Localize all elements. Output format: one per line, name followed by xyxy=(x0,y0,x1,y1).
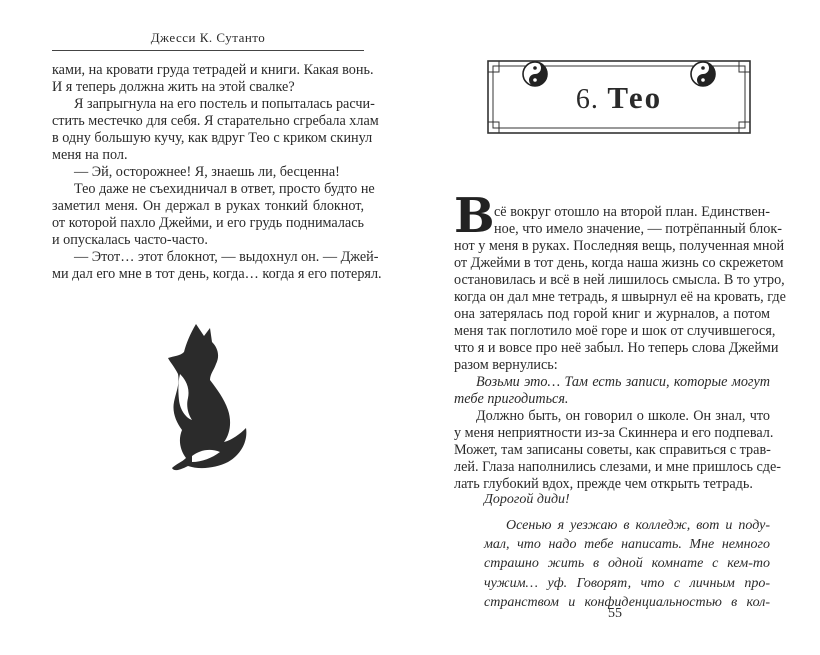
drop-cap: В xyxy=(454,188,495,244)
letter-body xyxy=(484,516,770,612)
text-line: что я и вовсе про неё забыл. Но теперь слова Джейми xyxy=(454,340,779,356)
left-page-text xyxy=(52,62,382,283)
text-line: остановилась и всё в ней лишилось смысла. В то утро, xyxy=(454,272,785,288)
text-line: у меня неприятности из-за Скиннера и его подпевал. xyxy=(454,425,774,441)
letter-line: чужим… уф. Говорят, что с личным про- xyxy=(484,575,770,591)
chapter-number: 6. xyxy=(575,84,599,115)
letter-line: странством и конфиденциальностью в кол- xyxy=(484,594,770,610)
text-line: стить местечко для себя. Я старательно сгребала хлам xyxy=(52,113,379,129)
text-line: лать глубокий вдох, прежде чем открыть тетрадь. xyxy=(454,476,753,492)
running-head: Джесси К. Сутанто xyxy=(150,30,266,45)
text-line: Должно быть, он говорил о школе. Он знал, что xyxy=(476,408,770,424)
text-line: в одну большую кучу, как вдруг Тео с криком скинул xyxy=(52,130,373,146)
text-line: Я запрыгнула на его постель и попыталась расчи- xyxy=(74,96,375,112)
text-line: лей. Глаза наполнились слезами, и мне пришлось сде- xyxy=(454,459,782,475)
page-number: 55 xyxy=(608,606,622,621)
text-line: Может, там записаны советы, как справиться с трав- xyxy=(454,442,771,458)
text-line: и опускалась часто-часто. xyxy=(52,232,208,248)
text-line: от которой пахло Джейми, и его грудь поднималась xyxy=(52,215,364,231)
letter-line: Осенью я уезжаю в колледж, вот и поду- xyxy=(506,518,770,533)
text-line: Тео даже не съехидничал в ответ, просто будто не xyxy=(74,181,375,197)
letter-greeting: Дорогой диди! xyxy=(484,492,570,507)
letter-line: мал, что надо тебе написать. Мне немного xyxy=(484,537,770,553)
quote-line: тебе пригодиться. xyxy=(454,391,569,407)
text-line: когда он дал мне тетрадь, я швырнул её на кровать, где xyxy=(454,289,786,305)
text-line: от Джейми в тот день, когда наша жизнь со скрежетом xyxy=(454,255,784,271)
text-line: она затерялась под горой книг и журналов, а потом xyxy=(454,306,770,322)
text-line: — Этот… этот блокнот, — выдохнул он. — Джей- xyxy=(74,249,379,265)
text-line: — Эй, осторожнее! Я, знаешь ли, бесценна! xyxy=(74,164,340,180)
text-line: нот у меня в руках. Последняя вещь, полученная мной xyxy=(454,238,785,254)
chapter-name: Тео xyxy=(607,80,663,115)
text-line: разом вернулись: xyxy=(454,357,558,373)
text-line: И я теперь должна жить на этой свалке? xyxy=(52,79,295,95)
text-line: ми дал его мне в тот день, когда… когда я его потерял. xyxy=(52,266,382,282)
text-line: ками, на кровати груда тетрадей и книги. Какая вонь. xyxy=(52,62,374,78)
text-line: меня так поглотило моё горе и шок от случившегося, xyxy=(454,323,776,339)
text-line: ное, что имело значение, — потрёпанный блок- xyxy=(494,221,782,237)
yin-yang-icon xyxy=(689,60,717,88)
letter-line: страшно жить в одной комнате с кем-то xyxy=(484,556,770,572)
header-rule xyxy=(52,50,364,51)
right-page xyxy=(410,0,820,655)
fox-silhouette-icon xyxy=(166,322,248,472)
text-line: заметил меня. Он держал в руках тонкий блокнот, xyxy=(52,198,364,214)
text-line: сё вокруг отошло на второй план. Единствен- xyxy=(494,204,770,220)
chapter-heading xyxy=(487,60,751,134)
right-page-text xyxy=(454,204,786,493)
text-line: меня на пол. xyxy=(52,147,128,163)
quote-line: Возьми это… Там есть записи, которые могут xyxy=(476,374,770,390)
